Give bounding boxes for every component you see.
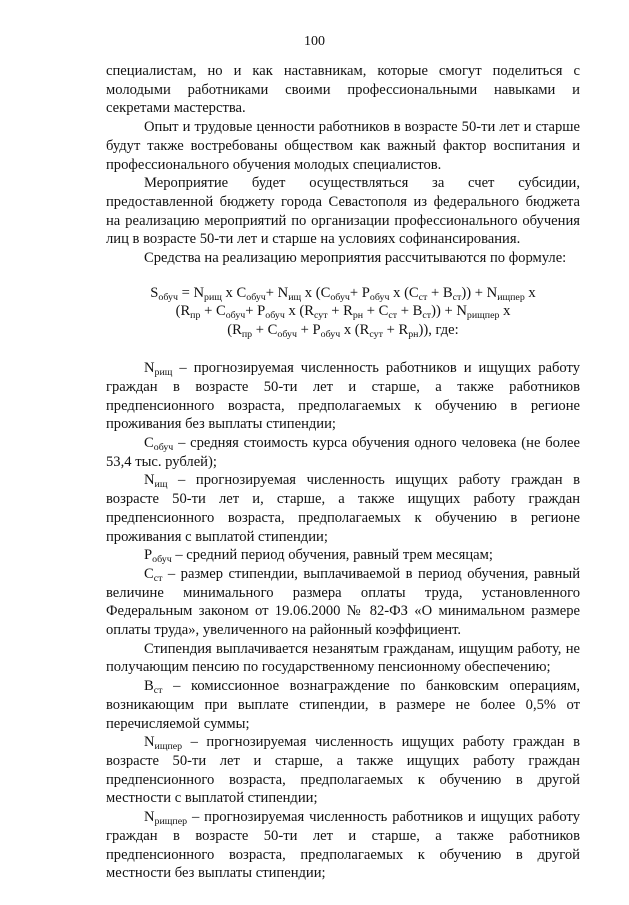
definition-c-st: $C_{ст}$ – размер стипендии, выплачиваемой в период обучения, равный величине минимального размера оплаты труда, установленного Федеральным законом от 19.06.2000 № 82-ФЗ «О минимальном размере оплаты труда», увеличенного на районный коэффициент. bbox=[106, 565, 580, 639]
definition-n-rishchper: $N_{рищпер}$ – прогнозируемая численность работников и ищущих работу граждан в возрасте 50-ти лет и старше, а также работников предпенсионного возраста, предполагаемых к обучению в другой местности без выплаты стипендии; bbox=[106, 809, 580, 882]
formula-line-1: $S_{обуч} = N_{рищ}$ x $C_{обуч}+ N_{ищ}$ x ($C_{обуч}+ P_{обуч}$ x $(C_{ст} + B_{ст})) + N_{ищпер}$ x bbox=[150, 284, 536, 303]
page-number: 100 bbox=[304, 34, 325, 49]
definition-p-obuch: $P_{обуч}$ – средний период обучения, равный трем месяцам; bbox=[144, 547, 493, 566]
definition-n-rishch: $N_{рищ}$ – прогнозируемая численность работников и ищущих работу граждан в возрасте 50-ти лет и старше, а также работников предпенсионного возраста, предполагаемых к обучению в регионе проживания без выплаты стипендии; bbox=[106, 360, 580, 433]
definition-n-ishchper: $N_{ищпер}$ – прогнозируемая численность ищущих работу граждан в возрасте 50-ти лет и старше, а также ищущих работу граждан предпенсионного возраста, предполагаемых к обучению в другой местности с выплатой стипендии; bbox=[106, 734, 580, 807]
definition-n-ishch: $N_{ищ}$ – прогнозируемая численность ищущих работу граждан в возрасте 50-ти лет и, старше, а также ищущих работу граждан предпенсионного возраста, предполагаемых к обучению в регионе проживания с выплатой стипендии; bbox=[106, 472, 580, 545]
formula bbox=[106, 284, 580, 340]
definition-c-obuch: $C_{обуч}$ – средняя стоимость курса обучения одного человека (не более 53,4 тыс. рублей); bbox=[106, 435, 580, 470]
formula-line-3: ($R_{пр} + C_{обуч} + P_{обуч}$ x $(R_{сут} + R_{рн})$), где: bbox=[227, 321, 459, 340]
formula-line-2: ($R_{пр} + C_{обуч}+ P_{обуч}$ x $(R_{сут} + R_{рн} + C_{ст} + B_{ст})) + N_{рищпер}$ x bbox=[175, 303, 511, 321]
scholarship-note: Стипендия выплачивается незанятым гражданам, ищущим работу, не получающим пенсию по государственному пенсионному обеспечению; bbox=[106, 640, 580, 676]
paragraph-formula-intro: Средства на реализацию мероприятия рассчитываются по формуле: bbox=[144, 250, 567, 267]
paragraph-funding: Мероприятие будет осуществляться за счет субсидии, предоставленной бюджету города Севастополя из федерального бюджета на реализацию мероприятий по организации профессионального обучения лиц в возрасте 50-ти лет и старше на условиях софинансирования. bbox=[106, 175, 580, 248]
paragraph-experience: Опыт и трудовые ценности работников в возрасте 50-ти лет и старше будут также востребованы обществом как важный фактор воспитания и профессионального обучения молодых специалистов. bbox=[106, 119, 580, 173]
document-body bbox=[106, 62, 580, 883]
paragraph-continuation: специалистам, но и как наставникам, которые смогут поделиться с молодыми работниками своими профессиональными навыками и секретами мастерства. bbox=[106, 63, 580, 117]
definition-b-st: $B_{ст}$ – комиссионное вознаграждение по банковским операциям, возникающим при выплате стипендии, в размере не более 0,5% от перечисляемой суммы; bbox=[106, 678, 580, 732]
